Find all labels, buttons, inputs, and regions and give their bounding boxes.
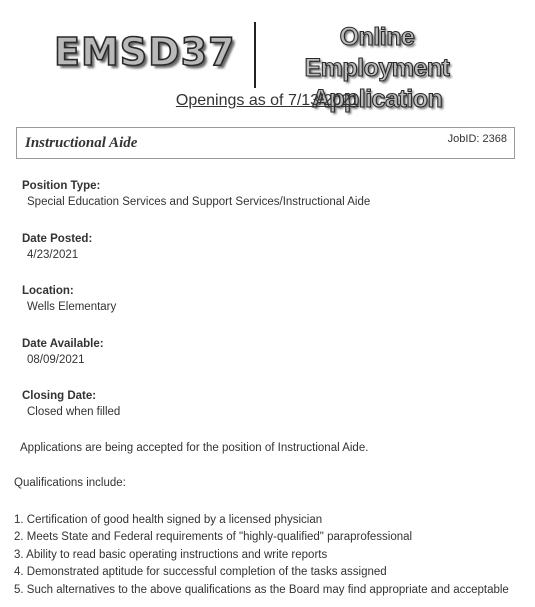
job-id: JobID: 2368 bbox=[447, 133, 507, 145]
job-title-box bbox=[16, 127, 515, 159]
list-item: 4. Demonstrated aptitude for successful completion of the tasks assigned bbox=[14, 566, 387, 579]
list-item: 5. Such alternatives to the above qualifications as the Board may find appropriate and acceptable bbox=[14, 583, 509, 596]
field-label: Position Type: bbox=[22, 180, 101, 192]
field-label: Date Posted: bbox=[22, 233, 93, 245]
openings-date-link[interactable]: Openings as of 7/13/2021 bbox=[175, 92, 360, 109]
field-date-available bbox=[22, 338, 104, 366]
field-value: Wells Elementary bbox=[27, 301, 117, 313]
field-label: Date Available: bbox=[22, 338, 104, 350]
qualifications-heading: Qualifications include: bbox=[14, 477, 126, 489]
field-value: Closed when filled bbox=[27, 406, 121, 418]
field-value: 4/23/2021 bbox=[27, 249, 79, 261]
field-date-posted bbox=[22, 233, 92, 261]
field-closing-date bbox=[22, 390, 120, 418]
field-location bbox=[22, 285, 116, 313]
emsd37-logo: EMSD37 bbox=[54, 30, 236, 74]
description-intro: Applications are being accepted for the position of Instructional Aide. bbox=[20, 442, 369, 454]
qualifications-list bbox=[14, 512, 509, 599]
header-divider bbox=[254, 22, 256, 88]
field-value: Special Education Services and Support Services/Instructional Aide bbox=[27, 196, 371, 208]
field-label: Closing Date: bbox=[22, 390, 97, 402]
job-title: Instructional Aide bbox=[25, 135, 138, 151]
field-position-type bbox=[22, 180, 370, 208]
list-item: 1. Certification of good health signed by a licensed physician bbox=[14, 514, 323, 526]
field-label: Location: bbox=[22, 285, 74, 297]
list-item: 2. Meets State and Federal requirements of "highly-qualified" paraprofessional bbox=[14, 531, 413, 544]
application-title-line1: Online Employment bbox=[304, 23, 450, 82]
list-item: 3. Ability to read basic operating instructions and write reports bbox=[14, 548, 328, 561]
field-value: 08/09/2021 bbox=[27, 354, 85, 366]
application-title-line2: Application bbox=[311, 85, 443, 113]
